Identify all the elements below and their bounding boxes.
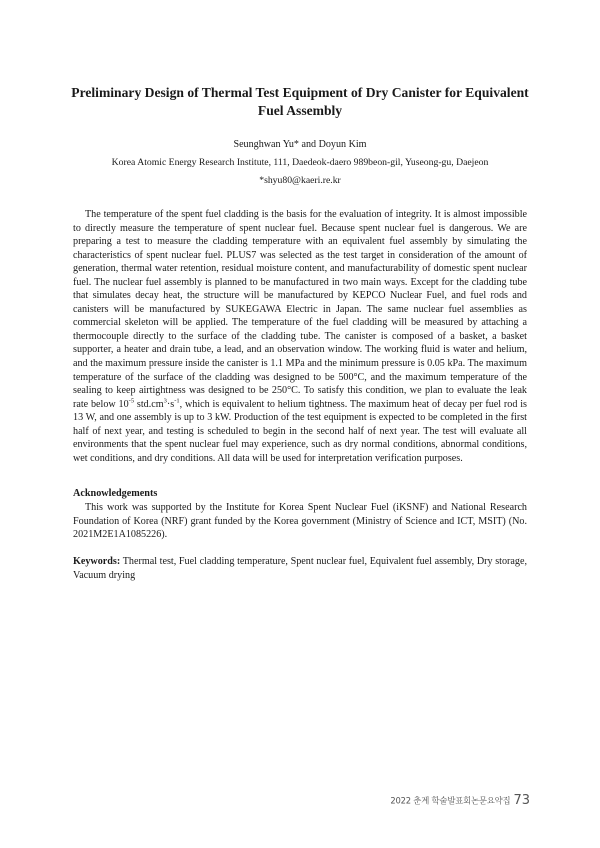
paper-title: Preliminary Design of Thermal Test Equipment of Dry Canister for Equivalent Fuel Assembly xyxy=(71,85,529,118)
author-list: Seunghwan Yu* and Doyun Kim xyxy=(233,139,367,150)
abstract-exponent-3: -1 xyxy=(174,397,180,405)
abstract-unit-part-b: ·s xyxy=(166,398,175,410)
abstract-text-part-2: , which is equivalent to helium tightness. The maximum heat of decay per fuel rod is 13 W, and one assembly is up to 3 kW. Production of the test equipment is expected to be completed in the first half of next year, and testing is scheduled to begin in the second half of next year. The test will evaluate all environments that the spent nuclear fuel may experience, such as dry normal conditions, abnormal conditions, wet conditions, and dry conditions. All data will be used for interpretation verification purposes. xyxy=(73,398,527,464)
corresponding-email[interactable]: *shyu80@kaeri.re.kr xyxy=(259,175,341,186)
keywords-label: Keywords: xyxy=(73,556,121,567)
abstract-exponent-1: -5 xyxy=(128,397,135,405)
author-affiliation: Korea Atomic Energy Research Institute, 111, Daedeok-daero 989beon-gil, Yuseong-gu, Daejeon xyxy=(111,157,489,168)
conference-proceedings-title: 2022 춘계 학술발표회논문요약집 xyxy=(390,795,511,806)
abstract-unit-part-a: std.cm xyxy=(134,398,164,410)
acknowledgements-text: This work was supported by the Institute for Korea Spent Nuclear Fuel (iKSNF) and National Research Foundation of Korea (NRF) grant funded by the Korea government (Ministry of Science and ICT, MSIT) (No. 2021M2E1A1085226). xyxy=(73,502,527,541)
page-footer xyxy=(390,790,530,809)
abstract-exponent-2: 3 xyxy=(163,397,167,405)
page-number: 73 xyxy=(513,793,530,808)
keywords-paragraph xyxy=(73,555,527,582)
acknowledgements-heading: Acknowledgements xyxy=(73,488,158,499)
abstract-text-part-1: The temperature of the spent fuel cladding is the basis for the evaluation of integrity. It is almost impossible to directly measure the temperature of spent nuclear fuel. Because spent nuclear fuel is dangerous. We are preparing a test to measure the cladding temperature with an equivalent fuel assembly by simulating the characteristics of spent nuclear fuel. PLUS7 was selected as the test target in consideration of the amount of generation, thermal water retention, residual moisture content, and manufacturability of domestic spent nuclear fuel. The nuclear fuel assembly is planned to be manufactured in two main ways. Except for the cladding tube that simulates decay heat, the structure will be manufactured by KEPCO Nuclear Fuel, and fuel rods and canisters will be manufactured by SUKEGAWA Electric in Japan. The same nuclear fuel assemblies as commercial skeleton will be applied. The temperature of the fuel cladding will be measured by attaching a thermocouple directly to the surface of the cladding tube. The canister is composed of a basket, a basket supporter, a heater and drain tube, a lead, and an observation window. The working fluid is water and helium, and the maximum pressure inside the canister is 1.1 MPa and the minimum pressure is 0.05 kPa. The maximum temperature of the surface of the cladding was designed to be 500°C, and the maximum temperature of the sealing to keep airtightness was designed to be 250°C. To satisfy this condition, we plan to evaluate the leak rate below 10 xyxy=(73,209,527,410)
keywords-text: Thermal test, Fuel cladding temperature, Spent nuclear fuel, Equivalent fuel assembly, Dry storage, Vacuum drying xyxy=(73,556,527,581)
abstract-paragraph xyxy=(73,208,527,465)
